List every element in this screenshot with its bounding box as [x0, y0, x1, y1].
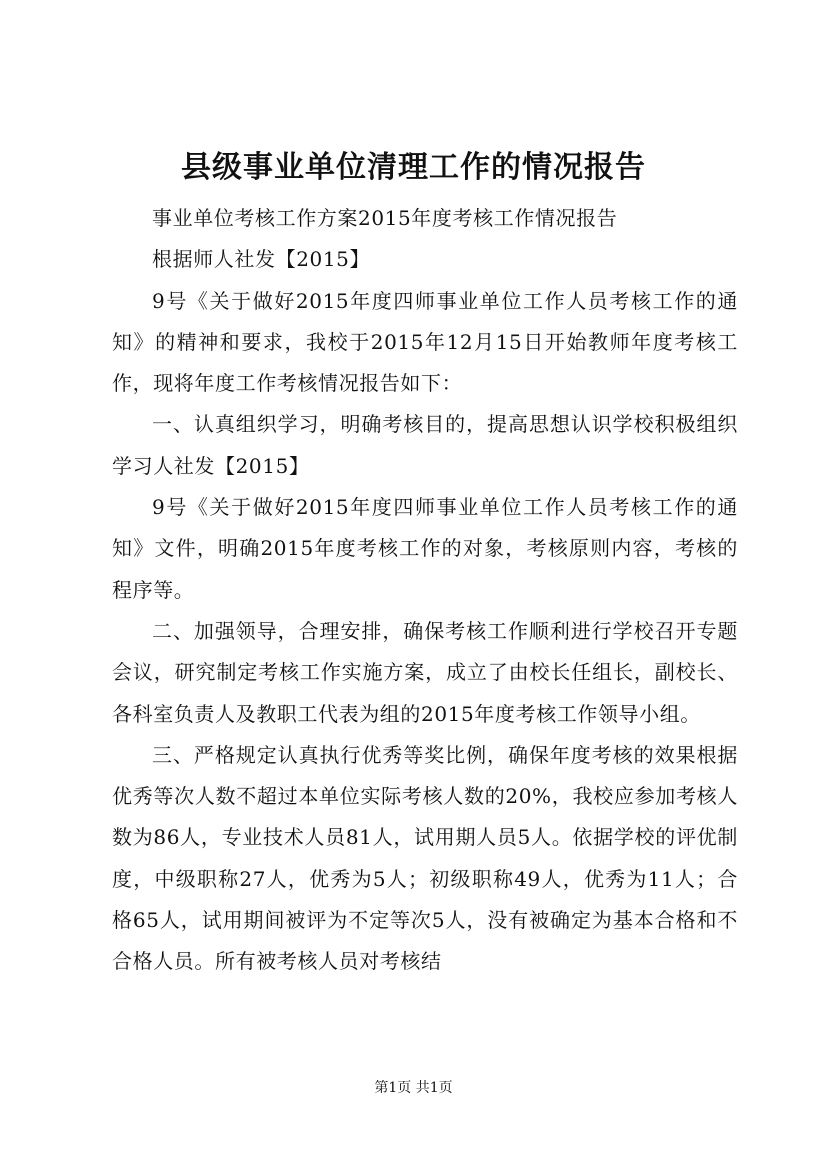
- paragraph-section-3: 三、严格规定认真执行优秀等奖比例，确保年度考核的效果根据优秀等次人数不超过本单位实际考核人数的20%，我校应参加考核人数为86人，专业技术人员81人，试用期人员5人。依据学校的评优制度，中级职称27人，优秀为5人；初级职称49人，优秀为11人；合格65人，试用期间被评为不定等次5人，没有被确定为基本合格和不合格人员。所有被考核人员对考核结: [112, 742, 738, 974]
- paragraph-subtitle: 事业单位考核工作方案2015年度考核工作情况报告: [152, 206, 618, 230]
- page-footer: 第1页 共1页: [374, 1080, 453, 1096]
- document-body: [112, 198, 738, 983]
- paragraph-section-1-body: 9号《关于做好2015年度四师事业单位工作人员考核工作的通知》文件，明确2015年度考核工作的对象，考核原则内容，考核的程序等。: [112, 495, 738, 602]
- paragraph-section-1-heading: 一、认真组织学习，明确考核目的，提高思想认识学校积极组织学习人社发【2015】: [112, 412, 738, 478]
- paragraph-intro: 9号《关于做好2015年度四师事业单位工作人员考核工作的通知》的精神和要求，我校于2015年12月15日开始教师年度考核工作，现将年度工作考核情况报告如下：: [112, 288, 738, 396]
- document-title: 县级事业单位清理工作的情况报告: [181, 150, 646, 185]
- paragraph-section-2: 二、加强领导，合理安排，确保考核工作顺利进行学校召开专题会议，研究制定考核工作实施方案，成立了由校长任组长，副校长、各科室负责人及教职工代表为组的2015年度考核工作领导小组。: [112, 618, 738, 726]
- paragraph-basis: 根据师人社发【2015】: [152, 247, 371, 272]
